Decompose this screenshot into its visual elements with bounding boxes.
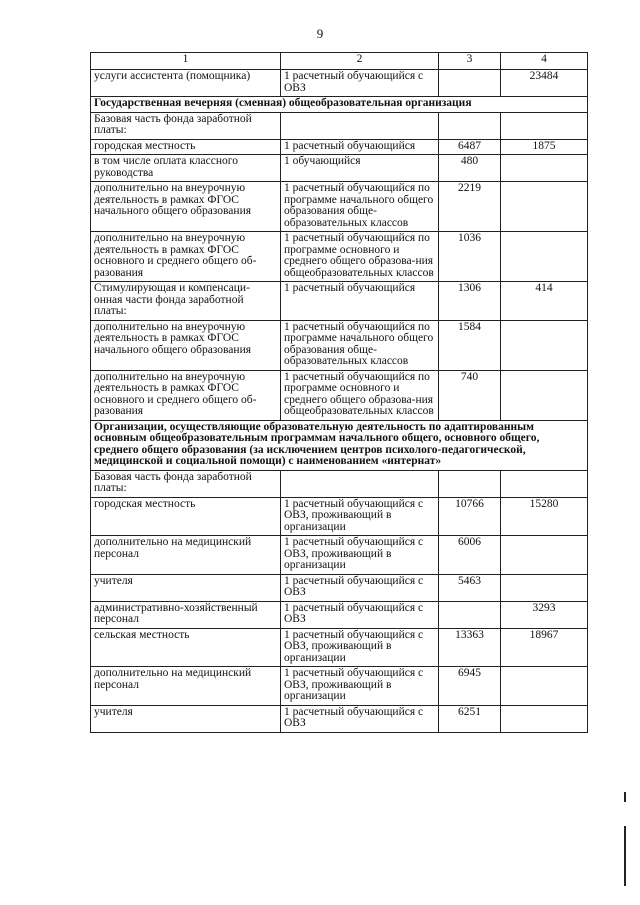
- unit-cell: 1 расчетный обучающийся по программе начального общего образования обще-образовательных классов: [281, 182, 439, 232]
- table-row: [91, 182, 588, 232]
- indicator-cell: городская местность: [91, 139, 281, 155]
- indicator-cell: городская местность: [91, 497, 281, 536]
- page-number: 9: [316, 26, 324, 41]
- value-col3-cell: 5463: [439, 574, 501, 601]
- table-row: [91, 628, 588, 667]
- indicator-cell: услуги ассистента (помощника): [91, 70, 281, 97]
- unit-cell: 1 расчетный обучающийся по программе начального общего образования обще-образовательных классов: [281, 320, 439, 370]
- table-row: [91, 139, 588, 155]
- value-col4-cell: 3293: [501, 601, 588, 628]
- value-col3-cell: 13363: [439, 628, 501, 667]
- indicator-cell: Базовая часть фонда заработной платы:: [91, 112, 281, 139]
- data-table: [90, 52, 588, 733]
- margin-mark-small: [624, 792, 626, 802]
- value-col4-cell: 18967: [501, 628, 588, 667]
- column-header-3: 3: [439, 53, 501, 70]
- table-row: [91, 667, 588, 706]
- value-col3-cell: 6251: [439, 705, 501, 732]
- section-heading-row: [91, 97, 588, 113]
- value-col4-cell: [501, 370, 588, 420]
- section-heading: Государственная вечерняя (сменная) общеобразовательная организация: [91, 97, 588, 113]
- value-col4-cell: 1875: [501, 139, 588, 155]
- unit-cell: 1 расчетный обучающийся: [281, 139, 439, 155]
- value-col4-cell: [501, 705, 588, 732]
- indicator-cell: в том числе оплата классного руководства: [91, 155, 281, 182]
- value-col3-cell: 2219: [439, 182, 501, 232]
- indicator-cell: учителя: [91, 705, 281, 732]
- value-col4-cell: [501, 574, 588, 601]
- table-row: [91, 320, 588, 370]
- unit-cell: 1 расчетный обучающийся с ОВЗ, проживающий в организации: [281, 667, 439, 706]
- value-col4-cell: [501, 667, 588, 706]
- value-col4-cell: [501, 112, 588, 139]
- value-col4-cell: [501, 470, 588, 497]
- value-col4-cell: 23484: [501, 70, 588, 97]
- margin-mark-large: [624, 826, 626, 886]
- value-col4-cell: [501, 232, 588, 282]
- unit-cell: 1 расчетный обучающийся с ОВЗ: [281, 601, 439, 628]
- table-row: [91, 470, 588, 497]
- unit-cell: 1 расчетный обучающийся: [281, 282, 439, 321]
- unit-cell: 1 расчетный обучающийся с ОВЗ: [281, 705, 439, 732]
- section-heading: Организации, осуществляющие образовательную деятельность по адаптированным основным общеобразовательным программам начального общего, основного общего, среднего общего образования (за исключением центров психолого-педагогической, медицинской и социальной помощи) с наименованием «интернат»: [91, 420, 588, 470]
- indicator-cell: дополнительно на медицинский персонал: [91, 536, 281, 575]
- indicator-cell: сельская местность: [91, 628, 281, 667]
- value-col4-cell: [501, 536, 588, 575]
- value-col3-cell: [439, 112, 501, 139]
- value-col3-cell: 6945: [439, 667, 501, 706]
- indicator-cell: дополнительно на внеурочную деятельность в рамках ФГОС основного и среднего общего об-разования: [91, 370, 281, 420]
- table-row: [91, 536, 588, 575]
- indicator-cell: Стимулирующая и компенсаци-онная части фонда заработной платы:: [91, 282, 281, 321]
- indicator-cell: дополнительно на внеурочную деятельность в рамках ФГОС начального общего образования: [91, 182, 281, 232]
- value-col4-cell: [501, 155, 588, 182]
- table-row: [91, 601, 588, 628]
- unit-cell: 1 расчетный обучающийся по программе основного и среднего общего образова-ния общеобразовательных классов: [281, 232, 439, 282]
- unit-cell: 1 расчетный обучающийся с ОВЗ: [281, 70, 439, 97]
- column-header-1: 1: [91, 53, 281, 70]
- value-col3-cell: 6006: [439, 536, 501, 575]
- value-col3-cell: 1036: [439, 232, 501, 282]
- value-col4-cell: 414: [501, 282, 588, 321]
- value-col3-cell: 1306: [439, 282, 501, 321]
- table-header-row: [91, 53, 588, 70]
- unit-cell: [281, 470, 439, 497]
- table-row: [91, 574, 588, 601]
- indicator-cell: учителя: [91, 574, 281, 601]
- table-row: [91, 705, 588, 732]
- table-row: [91, 232, 588, 282]
- column-header-4: 4: [501, 53, 588, 70]
- value-col3-cell: 6487: [439, 139, 501, 155]
- indicator-cell: административно-хозяйственный персонал: [91, 601, 281, 628]
- value-col4-cell: [501, 182, 588, 232]
- unit-cell: 1 расчетный обучающийся по программе основного и среднего общего образова-ния общеобразовательных классов: [281, 370, 439, 420]
- section-heading-row: [91, 420, 588, 470]
- column-header-2: 2: [281, 53, 439, 70]
- value-col3-cell: 1584: [439, 320, 501, 370]
- unit-cell: 1 расчетный обучающийся с ОВЗ, проживающий в организации: [281, 536, 439, 575]
- indicator-cell: дополнительно на медицинский персонал: [91, 667, 281, 706]
- value-col3-cell: 740: [439, 370, 501, 420]
- value-col3-cell: 10766: [439, 497, 501, 536]
- unit-cell: 1 расчетный обучающийся с ОВЗ: [281, 574, 439, 601]
- value-col3-cell: 480: [439, 155, 501, 182]
- table-row: [91, 497, 588, 536]
- unit-cell: 1 расчетный обучающийся с ОВЗ, проживающий в организации: [281, 497, 439, 536]
- table-row: [91, 112, 588, 139]
- table-row: [91, 70, 588, 97]
- value-col3-cell: [439, 601, 501, 628]
- value-col4-cell: [501, 320, 588, 370]
- unit-cell: [281, 112, 439, 139]
- indicator-cell: дополнительно на внеурочную деятельность в рамках ФГОС основного и среднего общего об-разования: [91, 232, 281, 282]
- table-row: [91, 155, 588, 182]
- unit-cell: 1 расчетный обучающийся с ОВЗ, проживающий в организации: [281, 628, 439, 667]
- indicator-cell: дополнительно на внеурочную деятельность в рамках ФГОС начального общего образования: [91, 320, 281, 370]
- indicator-cell: Базовая часть фонда заработной платы:: [91, 470, 281, 497]
- value-col4-cell: 15280: [501, 497, 588, 536]
- value-col3-cell: [439, 470, 501, 497]
- unit-cell: 1 обучающийся: [281, 155, 439, 182]
- table-row: [91, 282, 588, 321]
- table-row: [91, 370, 588, 420]
- value-col3-cell: [439, 70, 501, 97]
